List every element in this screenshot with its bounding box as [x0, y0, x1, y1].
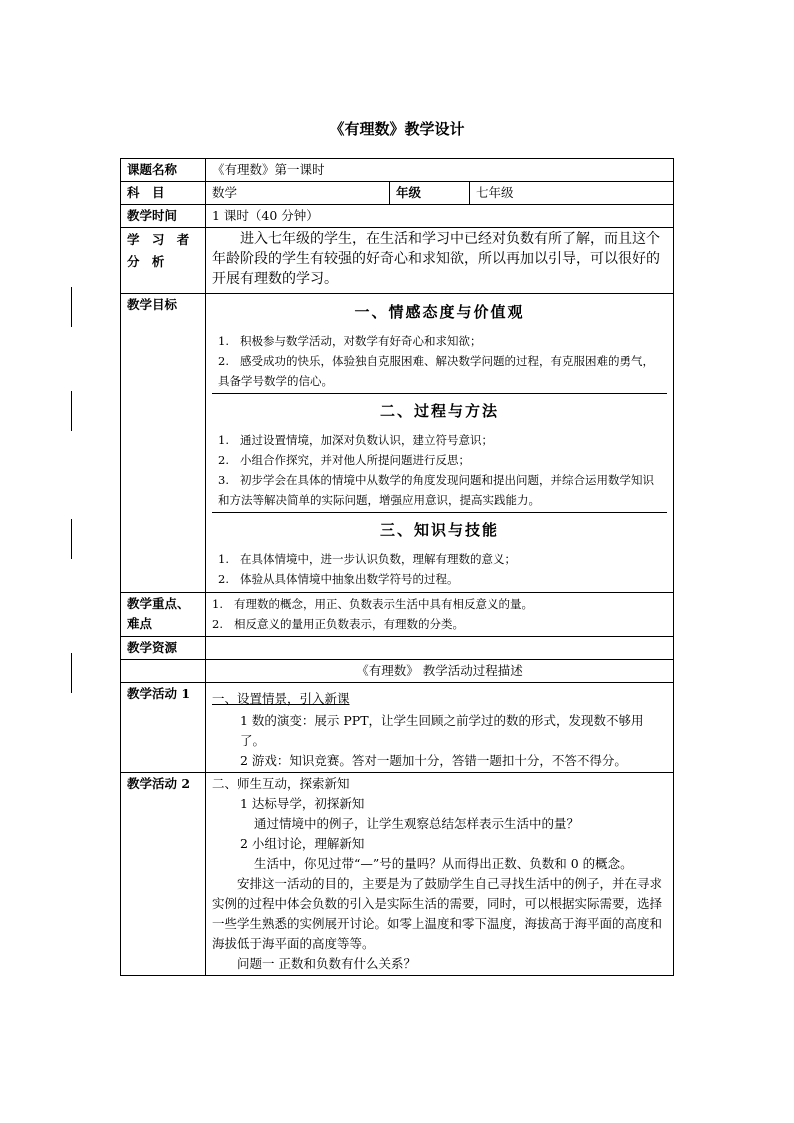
process-heading-row [121, 660, 674, 683]
time-value: 1 课时（40 分钟） [206, 205, 674, 228]
goal-item-number: 2. [218, 354, 229, 368]
time-label: 教学时间 [121, 205, 206, 228]
document-title: 《有理数》教学设计 [329, 120, 465, 138]
goal-item-text: 初步学会在具体的情境中从数学的角度发现问题和提出问题，并综合运用数学知识和方法等解决简单的实际问题，增强应用意识，提高实践能力。 [218, 473, 654, 507]
goal-section [212, 393, 667, 512]
goal-item [218, 549, 661, 569]
goal-item-text: 感受成功的快乐，体验独自克服困难、解决数学问题的过程，有克服困难的勇气，具备学号数学的信心。 [218, 354, 654, 388]
key-points-label: 教学重点、难点 [121, 593, 206, 637]
binding-margin-mark [71, 287, 72, 327]
analysis-row [121, 228, 674, 294]
activity2-heading: 二、师生互动，探索新知 [212, 776, 350, 791]
binding-margin-mark [71, 653, 72, 693]
topic-label: 课题名称 [121, 159, 206, 182]
activity2-step: 2 小组讨论，理解新知 [240, 836, 365, 851]
binding-margin-mark [71, 391, 72, 431]
activity2-step: 1 达标导学，初探新知 [240, 796, 365, 811]
activity2-paragraph: 安排这一活动的目的，主要是为了鼓励学生自己寻找生活中的例子，并在寻求实例的过程中体会负数的引入是实际生活的需要，同时，可以根据实际需要，选择一些学生熟悉的实例展开讨论。如零上温度和零下温度，海拔高于海平面的高度和海拔低于海平面的高度等等。 [212, 876, 663, 951]
key-point-number: 1. [212, 597, 223, 611]
goal-section-heading: 三、知识与技能 [380, 521, 500, 539]
process-heading: 《有理数》 教学活动过程描述 [206, 660, 674, 683]
activity2-cell [206, 773, 674, 976]
subject-value: 数学 [206, 182, 390, 205]
goal-item-number: 3. [218, 473, 229, 487]
key-point-item [212, 614, 667, 634]
goal-item-text: 小组合作探究，并对他人所提问题进行反思； [240, 453, 470, 467]
key-points-cell [206, 593, 674, 637]
time-row [121, 205, 674, 228]
goal-item-text: 通过设置情境，加深对负数认识，建立符号意识； [240, 433, 493, 447]
grade-value: 七年级 [470, 182, 674, 205]
subject-label: 科 目 [121, 182, 206, 205]
key-point-text: 有理数的概念，用正、负数表示生活中具有相反意义的量。 [234, 597, 533, 611]
goal-item [218, 450, 661, 470]
activity1-row [121, 683, 674, 773]
resources-value [206, 637, 674, 660]
goal-item-text: 在具体情境中，进一步认识负数，理解有理数的意义； [240, 552, 516, 566]
goal-section-heading: 二、过程与方法 [380, 402, 500, 420]
key-point-text: 相反意义的量用正负数表示，有理数的分类。 [234, 617, 464, 631]
topic-row [121, 159, 674, 182]
goal-item [218, 569, 661, 589]
goal-item [218, 351, 661, 391]
goal-item [218, 470, 661, 510]
goals-label: 教学目标 [121, 294, 206, 593]
resources-row [121, 637, 674, 660]
topic-value: 《有理数》第一课时 [206, 159, 674, 182]
activity2-label: 教学活动 2 [121, 773, 206, 976]
goals-row [121, 294, 674, 593]
key-point-number: 2. [212, 617, 223, 631]
goal-item-number: 1. [218, 552, 229, 566]
process-heading-blank [121, 660, 206, 683]
goal-item-text: 积极参与数学活动，对数学有好奇心和求知欲； [240, 334, 482, 348]
goal-item-number: 2. [218, 572, 229, 586]
subject-row [121, 182, 674, 205]
activity2-step-text: 生活中，你见过带“—”号的量吗？从而得出正数、负数和 0 的概念。 [254, 856, 633, 871]
activity2-step-text: 通过情境中的例子，让学生观察总结怎样表示生活中的量？ [254, 816, 580, 831]
activity1-heading: 一、设置情景，引入新课 [212, 691, 350, 706]
key-points-row [121, 593, 674, 637]
grade-label: 年级 [390, 182, 470, 205]
goal-section-heading: 一、情感态度与价值观 [354, 303, 525, 321]
goal-item [218, 430, 661, 450]
resources-label: 教学资源 [121, 637, 206, 660]
goals-cell [206, 294, 674, 593]
activity1-item: 1 数的演变：展示 PPT，让学生回顾之前学过的数的形式，发现数不够用了。 [240, 713, 644, 748]
goal-item-number: 2. [218, 453, 229, 467]
goal-section [212, 512, 667, 591]
key-point-item [212, 594, 667, 614]
goal-section [212, 295, 667, 393]
goal-item-number: 1. [218, 334, 229, 348]
activity1-cell [206, 683, 674, 773]
analysis-label: 学 习 者 分 析 [121, 228, 206, 294]
activity2-row [121, 773, 674, 976]
activity1-item: 2 游戏：知识竞赛。答对一题加十分，答错一题扣十分，不答不得分。 [240, 753, 627, 768]
activity1-label: 教学活动 1 [121, 683, 206, 773]
goal-item [218, 331, 661, 351]
goal-item-text: 体验从具体情境中抽象出数学符号的过程。 [240, 572, 459, 586]
goal-item-number: 1. [218, 433, 229, 447]
analysis-text: 进入七年级的学生，在生活和学习中已经对负数有所了解，而且这个年龄阶段的学生有较强的好奇心和求知欲，所以再加以引导，可以很好的开展有理数的学习。 [206, 228, 674, 294]
lesson-plan-table [120, 158, 674, 976]
activity2-question: 问题一 正数和负数有什么关系？ [237, 956, 416, 971]
binding-margin-mark [71, 519, 72, 559]
